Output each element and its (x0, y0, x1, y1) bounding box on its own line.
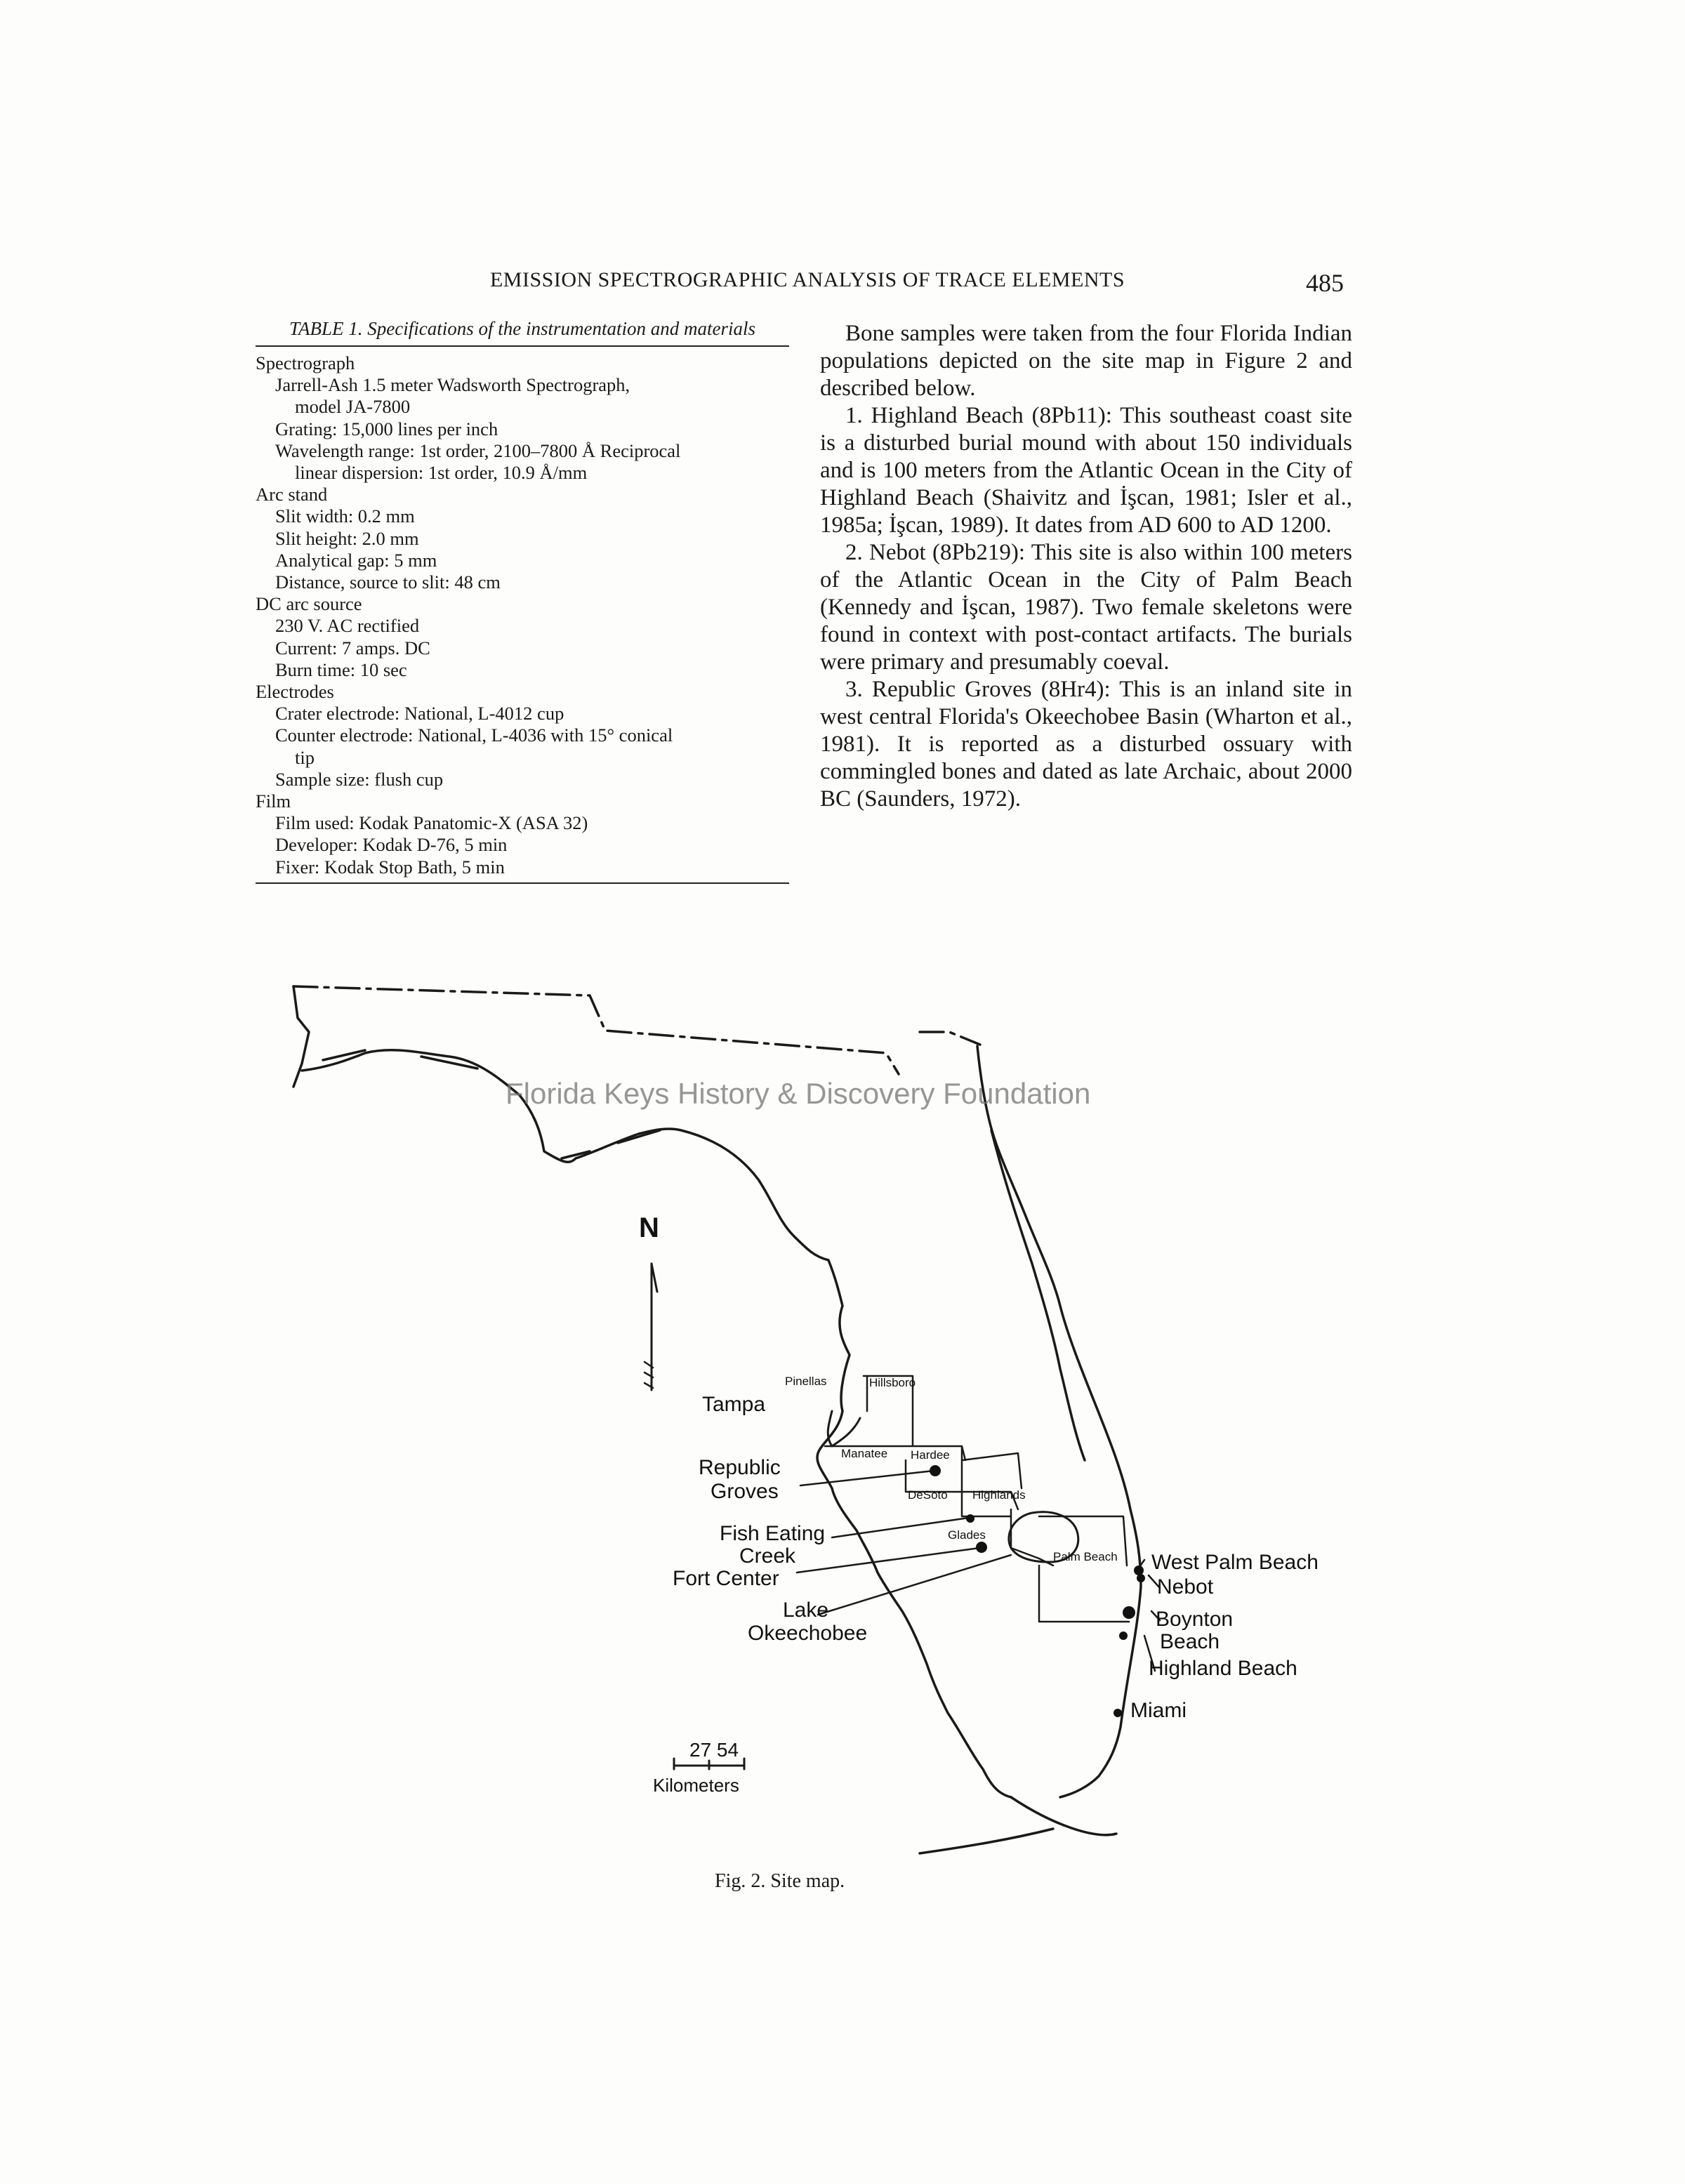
place-label-beach: Beach (1160, 1630, 1220, 1653)
nebot-marker (1137, 1574, 1145, 1582)
panhandle-west-edge (293, 986, 309, 1087)
county-label-desoto: DeSoto (908, 1488, 948, 1502)
table-row: Current: 7 amps. DC (275, 637, 430, 658)
leader-boynton (1151, 1611, 1160, 1620)
republic-groves-marker (930, 1465, 941, 1476)
table-row: Counter electrode: National, L-4036 with 15° conical (275, 724, 673, 746)
tampa-bay-shape (828, 1411, 860, 1446)
east-coast-line (977, 1046, 1141, 1797)
table-caption: TABLE 1. Specifications of the instrumentation and materials (289, 318, 755, 339)
table-row: Grating: 15,000 lines per inch (275, 418, 498, 439)
barrier-island (421, 1057, 477, 1068)
county-label-pinellas: Pinellas (785, 1375, 827, 1388)
county-label-manatee: Manatee (841, 1447, 888, 1460)
table-bottom-rule (256, 882, 789, 884)
state-boundary-line (293, 986, 980, 1074)
table-row: Analytical gap: 5 mm (275, 549, 437, 571)
place-label-west-palm-beach: West Palm Beach (1151, 1551, 1319, 1574)
county-boundary (825, 1376, 1129, 1622)
county-label-hillsboro: Hillsboro (869, 1376, 916, 1389)
west-palm-beach-marker (1134, 1566, 1144, 1575)
table-row: model JA-7800 (295, 396, 411, 418)
table-row: Sample size: flush cup (275, 768, 444, 790)
county-label-palm-beach: Palm Beach (1053, 1550, 1118, 1563)
table-row: Film (256, 790, 291, 812)
county-label-glades: Glades (948, 1528, 986, 1542)
lake-okeechobee-shape (1009, 1512, 1078, 1562)
county-label-hardee: Hardee (911, 1448, 950, 1462)
place-label-okeechobee: Okeechobee (748, 1622, 868, 1645)
scale-bar (674, 1759, 744, 1769)
body-paragraph: 1. Highland Beach (8Pb11): This southeast coast site is a disturbed burial mound with about 150 individuals and is 100 meters from the Atlantic Ocean in the City of Highland Beach (Shaivitz and İşcan, 1981; Isler et al., 1985a; İşcan, 1989). It dates from AD 600 to AD 1200. (820, 403, 1352, 538)
table-row: Spectrograph (256, 352, 355, 373)
leader-west-palm (1137, 1560, 1144, 1570)
highland-beach-marker (1119, 1632, 1128, 1640)
place-label-groves: Groves (711, 1480, 779, 1503)
table-row: Fixer: Kodak Stop Bath, 5 min (275, 856, 505, 878)
table-body (256, 347, 789, 882)
barrier-island (323, 1050, 365, 1060)
leader-fish-eating-creek (832, 1518, 969, 1537)
barrier-island (618, 1130, 660, 1143)
watermark: Florida Keys History & Discovery Foundation (505, 1077, 1091, 1110)
table-row: Film used: Kodak Panatomic-X (ASA 32) (275, 812, 588, 834)
leader-fort-center (797, 1548, 979, 1573)
place-label-lake: Lake (783, 1599, 829, 1622)
place-label-republic: Republic (699, 1456, 781, 1479)
place-label-boynton: Boynton (1156, 1608, 1234, 1631)
table-row: Distance, source to slit: 48 cm (275, 571, 501, 593)
leader-highland-beach (1144, 1636, 1155, 1671)
leader-nebot (1149, 1575, 1160, 1588)
table-row: Slit width: 0.2 mm (275, 505, 415, 527)
table-row: Wavelength range: 1st order, 2100–7800 Å Reciprocal (275, 439, 681, 461)
place-label-highland-beach: Highland Beach (1149, 1657, 1297, 1680)
west-coast-line (817, 1411, 1011, 1797)
miami-marker (1114, 1709, 1122, 1717)
table-row: Electrodes (256, 681, 334, 703)
county-label-highlands: Highlands (972, 1488, 1026, 1502)
leader-lake-okeechobee (818, 1555, 1011, 1615)
body-paragraph: Bone samples were taken from the four Florida Indian populations depicted on the site map in Figure 2 and described below. (820, 321, 1352, 401)
place-label-creek: Creek (739, 1544, 796, 1568)
fish-eating-creek-marker (966, 1514, 974, 1523)
table-row: Jarrell-Ash 1.5 meter Wadsworth Spectrograph, (275, 374, 630, 396)
place-label-nebot: Nebot (1157, 1575, 1214, 1599)
table-row: Developer: Kodak D-76, 5 min (275, 834, 508, 856)
body-paragraph: 2. Nebot (8Pb219): This site is also within 100 meters of the Atlantic Ocean in the City of Palm Beach (Kennedy and İşcan, 1987). Two female skeletons were found in context with post-contact artifacts. The burials were primary and presumably coeval. (820, 540, 1352, 675)
place-label-miami: Miami (1130, 1699, 1187, 1722)
specifications-table (256, 317, 789, 884)
figure-caption: Fig. 2. Site map. (715, 1870, 845, 1892)
lagoon-line (991, 1130, 1085, 1460)
running-header: EMISSION SPECTROGRAPHIC ANALYSIS OF TRACE ELEMENTS (489, 268, 1125, 291)
fort-center-marker (976, 1542, 987, 1553)
table-row: DC arc source (256, 593, 362, 615)
page-number: 485 (1306, 269, 1344, 297)
body-paragraph: 3. Republic Groves (8Hr4): This is an inland site in west central Florida's Okeechobee Basin (Wharton et al., 1981). It is reported as a disturbed ossuary with commingled bones and dated as late Archaic, about 2000 BC (Saunders, 1972). (820, 677, 1352, 812)
north-arrow-ticks (645, 1362, 653, 1388)
table-row: Slit height: 2.0 mm (275, 527, 419, 549)
leader-republic-groves (800, 1471, 934, 1485)
place-label-fort-center: Fort Center (673, 1567, 779, 1590)
table-row: tip (295, 746, 315, 768)
place-label-fish-eating: Fish Eating (720, 1522, 826, 1545)
table-row: Crater electrode: National, L-4012 cup (275, 703, 564, 724)
barrier-island (562, 1151, 590, 1158)
north-arrow-head (652, 1264, 657, 1292)
body-text (820, 320, 1352, 813)
table-row: linear dispersion: 1st order, 10.9 Å/mm (295, 462, 588, 484)
table-row: Arc stand (256, 484, 328, 505)
scale-numbers: 27 54 (689, 1739, 739, 1761)
boynton-beach-marker (1123, 1606, 1135, 1619)
table-row: Burn time: 10 sec (275, 658, 407, 680)
florida-keys (920, 1829, 1053, 1853)
table-row: 230 V. AC rectified (275, 615, 420, 637)
place-label-tampa: Tampa (702, 1393, 766, 1416)
florida-keys (1011, 1797, 1116, 1835)
scale-unit: Kilometers (653, 1775, 739, 1796)
north-label: N (639, 1212, 659, 1243)
